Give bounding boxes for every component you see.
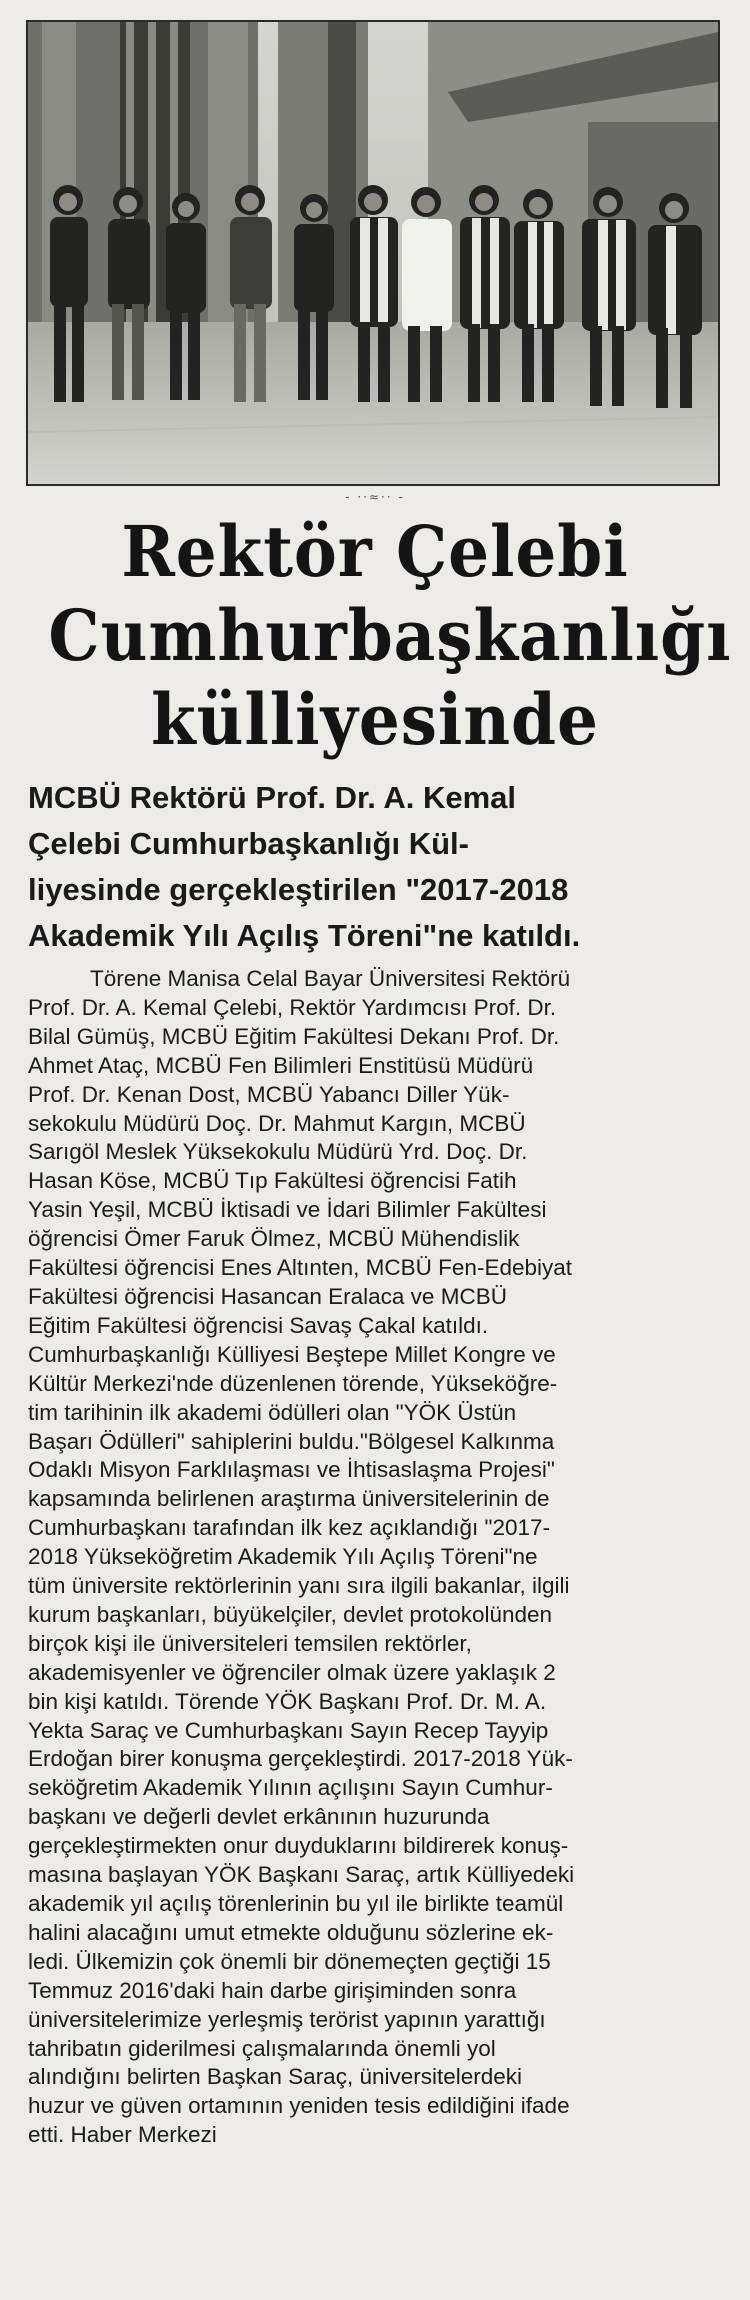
body-line: Temmuz 2016'daki hain darbe girişiminden sonra — [28, 1977, 517, 2003]
group-photo-illustration — [28, 22, 718, 484]
body-line: birçok kişi ile üniversiteleri temsilen rektörler, — [28, 1630, 472, 1656]
body-line: Odaklı Misyon Farklılaşması ve İhtisaslaşma Projesi" — [28, 1457, 555, 1483]
body-line: Törene Manisa Celal Bayar Üniversitesi Rektörü — [90, 966, 571, 991]
body-text — [28, 965, 728, 2150]
body-line: Prof. Dr. A. Kemal Çelebi, Rektör Yardımcısı Prof. Dr. — [28, 994, 557, 1020]
body-line: Başarı Ödülleri" sahiplerini buldu."Bölgesel Kalkınma — [28, 1428, 555, 1454]
body-line: Bilal Gümüş, MCBÜ Eğitim Fakültesi Dekanı Prof. Dr. — [28, 1023, 560, 1049]
body-line: tim tarihinin ilk akademi ödülleri olan "YÖK Üstün — [28, 1399, 517, 1425]
headline-line: Rektör Çelebi — [121, 510, 629, 593]
body-line: Kültür Merkezi'nde düzenlenen törende, Yükseköğre- — [28, 1370, 558, 1396]
body-line: başkanı ve değerli devlet erkânının huzurunda — [28, 1804, 490, 1830]
body-line: kurum başkanları, büyükelçiler, devlet protokolünden — [28, 1601, 553, 1627]
body-line: gerçekleştirmekten onur duyduklarını bildirerek konuş- — [28, 1833, 569, 1859]
body-line: tahribatın giderilmesi çalışmalarında önemli yol — [28, 2035, 496, 2061]
body-line: seköğretim Akademik Yılının açılışını Sayın Cumhur- — [28, 1775, 553, 1801]
headline — [48, 510, 732, 762]
body-line: masına başlayan YÖK Başkanı Saraç, artık Külliyedeki — [28, 1862, 575, 1888]
body-line: Yekta Saraç ve Cumhurbaşkanı Sayın Recep Tayyip — [28, 1717, 549, 1743]
lead-line: Akademik Yılı Açılış Töreni"ne katıldı. — [28, 918, 581, 953]
body-line: Cumhurbaşkanı tarafından ilk kez açıklandığı "2017- — [28, 1515, 551, 1541]
body-line: Eğitim Fakültesi öğrencisi Savaş Çakal katıldı. — [28, 1312, 489, 1338]
article-photo — [26, 20, 720, 486]
headline-line: külliyesinde — [151, 678, 599, 761]
body-line: bin kişi katıldı. Törende YÖK Başkanı Prof. Dr. M. A. — [28, 1688, 547, 1714]
body-line: tüm üniversite rektörlerinin yanı sıra ilgili bakanlar, ilgili — [28, 1573, 570, 1599]
body-line: Erdoğan birer konuşma gerçekleştirdi. 2017-2018 Yük- — [28, 1746, 573, 1772]
body-line: halini alacağını umut etmekte olduğunu sözlerine ek- — [28, 1919, 554, 1945]
body-line: Hasan Köse, MCBÜ Tıp Fakültesi öğrencisi Fatih — [28, 1168, 517, 1194]
body-line: alındığını belirten Başkan Saraç, üniversitelerdeki — [28, 2064, 523, 2090]
body-line: öğrencisi Ömer Faruk Ölmez, MCBÜ Mühendislik — [28, 1226, 520, 1252]
body-line: Cumhurbaşkanlığı Külliyesi Beştepe Millet Kongre ve — [28, 1341, 556, 1367]
body-line: 2018 Yükseköğretim Akademik Yılı Açılış Töreni"ne — [28, 1544, 538, 1570]
body-line: Fakültesi öğrencisi Hasancan Eralaca ve MCBÜ — [28, 1283, 507, 1309]
body-line: Sarıgöl Meslek Yüksekokulu Müdürü Yrd. Doç. Dr. — [28, 1139, 528, 1165]
body-line: kapsamında belirlenen araştırma üniversitelerinin de — [28, 1486, 550, 1512]
body-line: akademisyenler ve öğrenciler olmak üzere yaklaşık 2 — [28, 1659, 556, 1685]
body-line: Ahmet Ataç, MCBÜ Fen Bilimleri Enstitüsü Müdürü — [28, 1052, 534, 1078]
lead-line: Çelebi Cumhurbaşkanlığı Kül- — [28, 826, 469, 861]
lead-paragraph — [28, 775, 728, 959]
body-line: sekokulu Müdürü Doç. Dr. Mahmut Kargın, MCBÜ — [28, 1110, 526, 1136]
body-line: üniversitelerimize yerleşmiş terörist yapının yarattığı — [28, 2006, 546, 2032]
lead-line: MCBÜ Rektörü Prof. Dr. A. Kemal — [28, 780, 517, 815]
headline-line: Cumhurbaşkanlığı — [48, 594, 732, 677]
body-line: etti. Haber Merkezi — [28, 2122, 217, 2148]
lead-line: liyesinde gerçekleştirilen "2017-2018 — [28, 872, 569, 907]
body-line: Prof. Dr. Kenan Dost, MCBÜ Yabancı Diller Yük- — [28, 1081, 510, 1107]
body-line: ledi. Ülkemizin çok önemli bir dönemeçten geçtiği 15 — [28, 1948, 551, 1974]
body-line: akademik yıl açılış törenlerinin bu yıl ile birlikte teamül — [28, 1891, 564, 1916]
body-line: Fakültesi öğrencisi Enes Altınten, MCBÜ Fen-Edebiyat — [28, 1255, 572, 1281]
body-line: huzur ve güven ortamının yeniden tesis edildiğini ifade — [28, 2093, 570, 2119]
separator-ornament: - ··≈·· - — [345, 490, 405, 504]
body-line: Yasin Yeşil, MCBÜ İktisadi ve İdari Bilimler Fakültesi — [28, 1197, 547, 1223]
